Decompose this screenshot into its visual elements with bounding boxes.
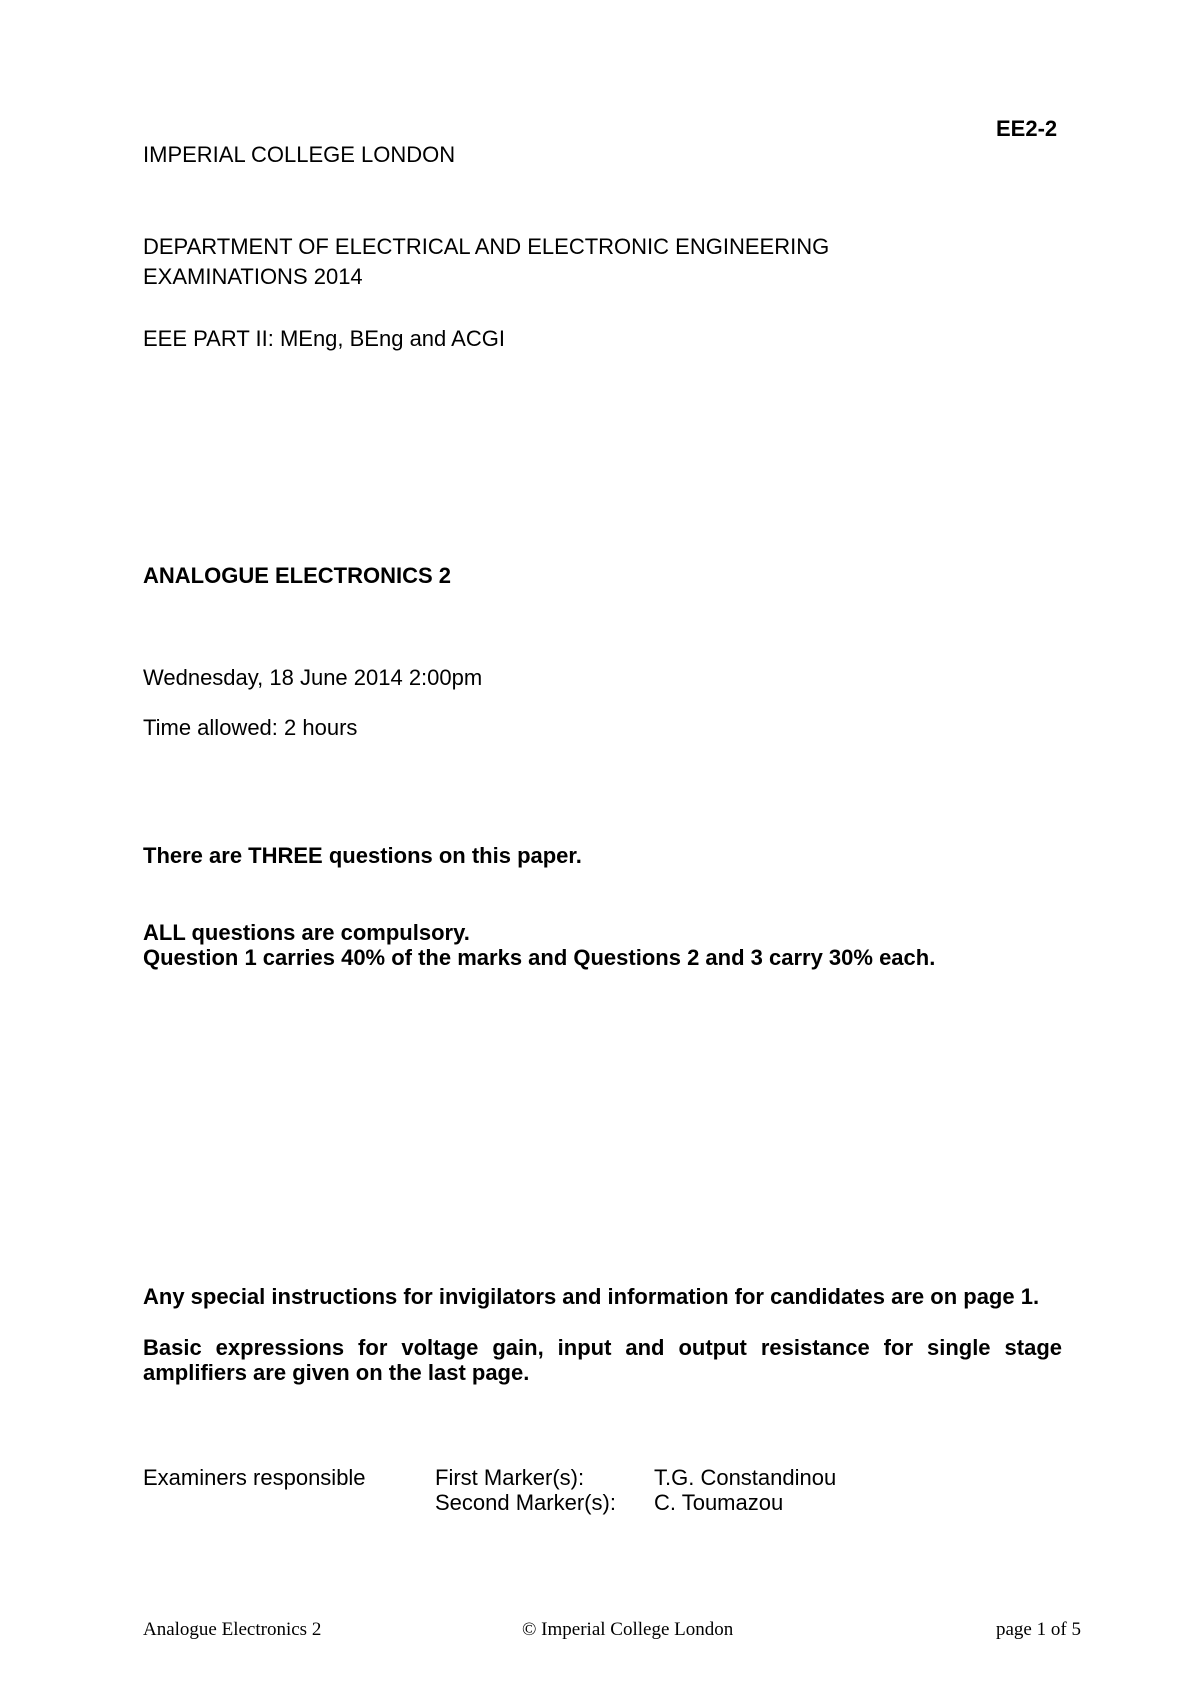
paper-title: ANALOGUE ELECTRONICS 2 — [143, 563, 452, 588]
examiners-label: Examiners responsible — [143, 1465, 366, 1490]
question-count-note: There are THREE questions on this paper. — [143, 843, 582, 868]
exam-session: EXAMINATIONS 2014 — [143, 264, 363, 289]
footer-course: Analogue Electronics 2 — [143, 1619, 322, 1640]
exam-datetime: Wednesday, 18 June 2014 2:00pm — [143, 665, 483, 690]
special-instructions-note: Any special instructions for invigilators and information for candidates are on page 1. — [143, 1284, 1040, 1309]
department-name: DEPARTMENT OF ELECTRICAL AND ELECTRONIC ENGINEERING — [143, 234, 830, 259]
footer-copyright: © Imperial College London — [522, 1619, 734, 1640]
first-marker-label: First Marker(s): — [435, 1465, 585, 1490]
institution-name: IMPERIAL COLLEGE LONDON — [143, 142, 456, 167]
marks-distribution-note: Question 1 carries 40% of the marks and Questions 2 and 3 carry 30% each. — [143, 945, 936, 970]
footer-page-number: page 1 of 5 — [996, 1619, 1081, 1640]
second-marker-name: C. Toumazou — [654, 1490, 784, 1515]
first-marker-name: T.G. Constandinou — [654, 1465, 837, 1490]
compulsory-note: ALL questions are compulsory. — [143, 920, 470, 945]
basic-expressions-note-line2: amplifiers are given on the last page. — [143, 1360, 530, 1385]
time-allowed: Time allowed: 2 hours — [143, 715, 358, 740]
second-marker-label: Second Marker(s): — [435, 1490, 616, 1515]
exam-code: EE2-2 — [996, 116, 1058, 141]
programme-part: EEE PART II: MEng, BEng and ACGI — [143, 326, 505, 351]
basic-expressions-note-line1: Basic expressions for voltage gain, input and output resistance for single stage — [143, 1335, 1062, 1360]
